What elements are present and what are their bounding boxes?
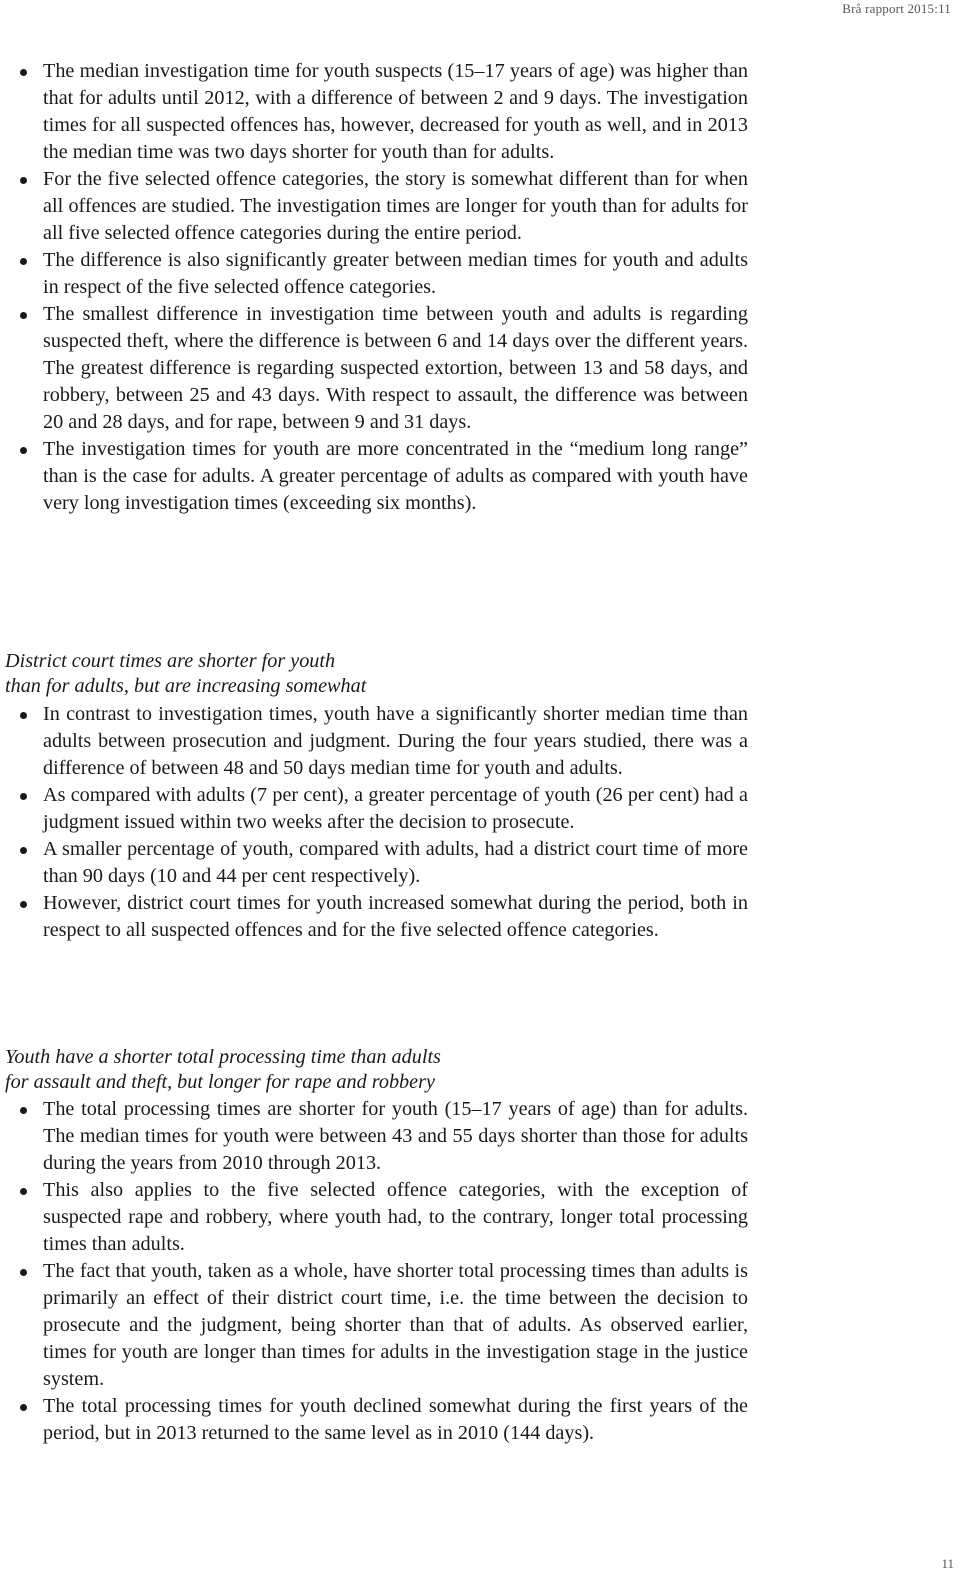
list-item-text: For the five selected offence categories, the story is somewhat different than for when all offences are studied. The investigation times are longer for youth than for adults for all five selected offence categories during the entire period. [43, 168, 748, 244]
list-item-text: The total processing times are shorter for youth (15–17 years of age) than for adults. The median times for youth were between 43 and 55 days shorter than those for adults during the years from 2010 through 2013. [43, 1098, 748, 1174]
bullet-icon [20, 712, 27, 719]
list-item [12, 782, 748, 836]
list-item [12, 247, 748, 301]
list-item [12, 166, 748, 247]
list-item-text: The median investigation time for youth suspects (15–17 years of age) was higher than that for adults until 2012, with a difference of between 2 and 9 days. The investigation times for all suspected offences has, however, decreased for youth as well, and in 2013 the median time was two days shorter for youth than for adults. [43, 60, 748, 163]
bullet-icon [20, 847, 27, 854]
list-item [12, 436, 748, 517]
bullet-icon [20, 312, 27, 319]
list-item [12, 1096, 748, 1177]
list-item-text: As compared with adults (7 per cent), a greater percentage of youth (26 per cent) had a judgment issued within two weeks after the decision to prosecute. [43, 784, 748, 833]
bullet-icon [20, 1404, 27, 1411]
list-item [12, 701, 748, 782]
list-item [12, 58, 748, 166]
list-item-text: This also applies to the five selected offence categories, with the exception of suspected rape and robbery, where youth had, to the contrary, longer total processing times than adults. [43, 1179, 748, 1255]
list-item-text: A smaller percentage of youth, compared with adults, had a district court time of more than 90 days (10 and 44 per cent respectively). [43, 838, 748, 887]
list-item-text: The total processing times for youth declined somewhat during the first years of the period, but in 2013 returned to the same level as in 2010 (144 days). [43, 1395, 748, 1444]
bullet-icon [20, 1107, 27, 1114]
list-item-text: The smallest difference in investigation time between youth and adults is regarding suspected theft, where the difference is between 6 and 14 days over the different years. The greatest difference is regarding suspected extortion, between 13 and 58 days, and robbery, between 25 and 43 days. With respect to assault, the difference was between 20 and 28 days, and for rape, between 9 and 31 days. [43, 303, 748, 433]
heading-line: for assault and theft, but longer for rape and robbery [5, 1071, 435, 1093]
bullet-icon [20, 1188, 27, 1195]
bullet-list-total-processing [12, 1096, 748, 1447]
list-item [12, 1258, 748, 1393]
list-item-text: The fact that youth, taken as a whole, have shorter total processing times than adults is primarily an effect of their district court time, i.e. the time between the decision to prosecute and the judgment, being shorter than that of adults. As observed earlier, times for youth are longer than times for adults in the investigation stage in the justice system. [43, 1260, 748, 1390]
list-item [12, 301, 748, 436]
page-number: 11 [941, 1556, 954, 1571]
bullet-list-district-court [12, 701, 748, 944]
list-item [12, 890, 748, 944]
heading-line: District court times are shorter for youth [5, 650, 336, 672]
list-item-text: However, district court times for youth increased somewhat during the period, both in respect to all suspected offences and for the five selected offence categories. [43, 892, 748, 941]
bullet-icon [20, 177, 27, 184]
bullet-icon [20, 258, 27, 265]
bullet-icon [20, 69, 27, 76]
list-item-text: The difference is also significantly greater between median times for youth and adults in respect of the five selected offence categories. [43, 249, 748, 298]
running-header: Brå rapport 2015:11 [842, 1, 951, 16]
list-item-text: In contrast to investigation times, youth have a significantly shorter median time than adults between prosecution and judgment. During the four years studied, there was a difference of between 48 and 50 days median time for youth and adults. [43, 703, 748, 779]
list-item [12, 1393, 748, 1447]
heading-line: Youth have a shorter total processing time than adults [5, 1046, 441, 1068]
section-heading-total-processing [5, 1045, 441, 1095]
heading-line: than for adults, but are increasing somewhat [5, 675, 367, 697]
section-heading-district-court [5, 649, 366, 699]
bullet-icon [20, 793, 27, 800]
bullet-icon [20, 901, 27, 908]
list-item [12, 1177, 748, 1258]
bullet-icon [20, 1269, 27, 1276]
bullet-icon [20, 447, 27, 454]
list-item [12, 836, 748, 890]
list-item-text: The investigation times for youth are more concentrated in the “medium long range” than is the case for adults. A greater percentage of adults as compared with youth have very long investigation times (exceeding six months). [43, 438, 748, 514]
bullet-list-investigation-times [12, 58, 748, 517]
